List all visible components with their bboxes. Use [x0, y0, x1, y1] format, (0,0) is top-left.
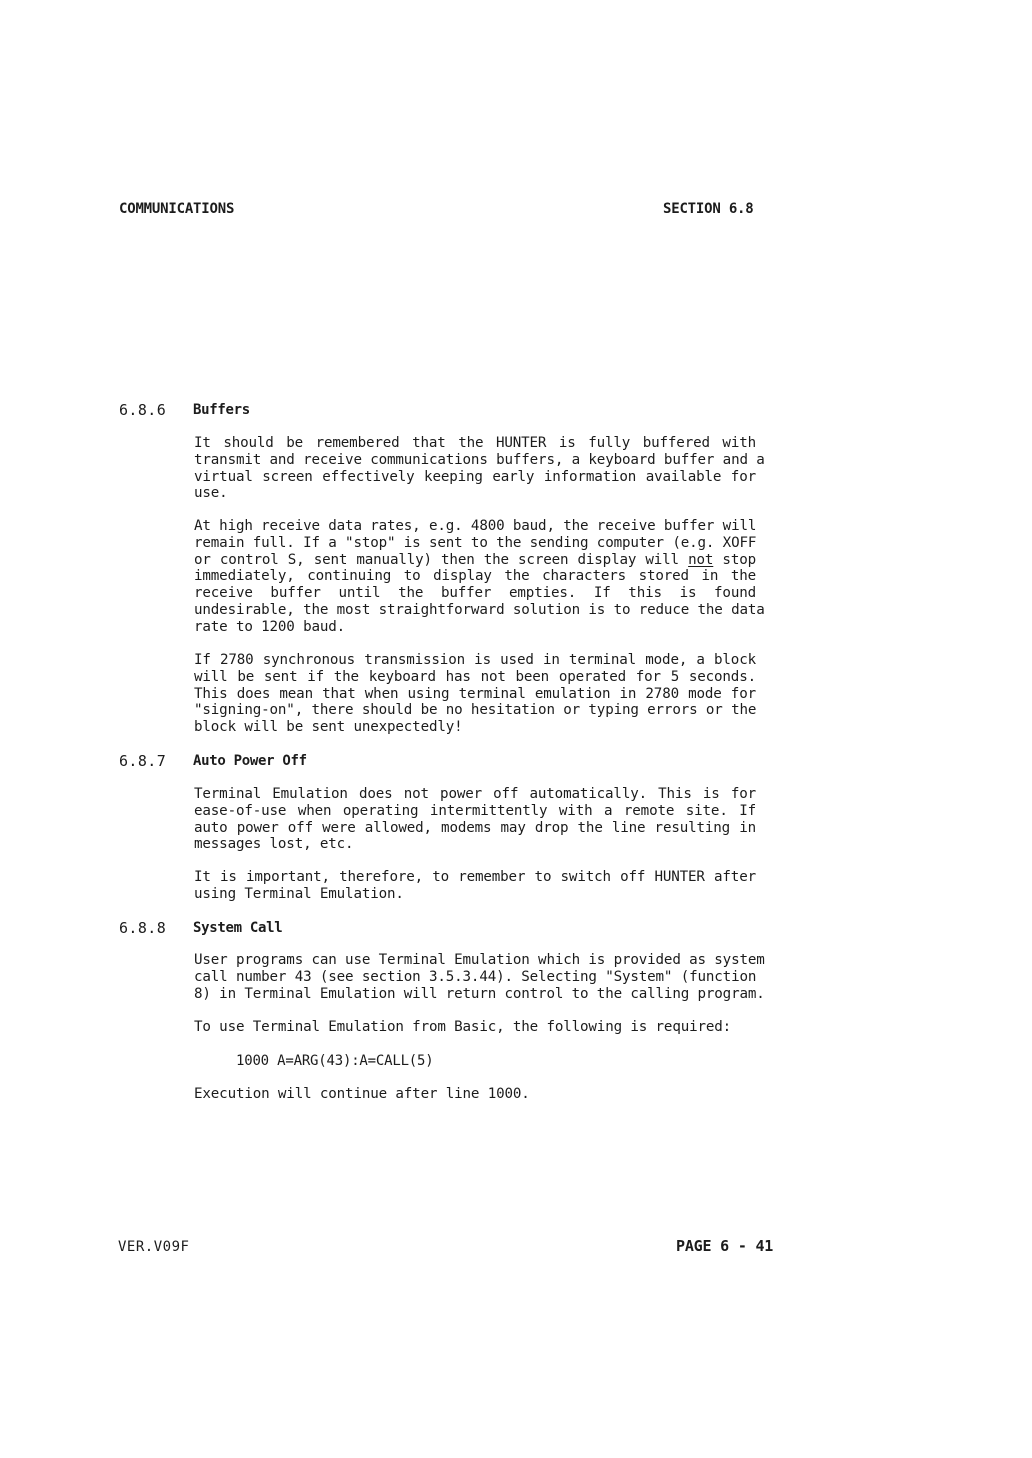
text-line: This does mean that when using terminal emulation in 2780 mode for: [194, 685, 756, 702]
text-line: [194, 552, 756, 569]
text-line: rate to 1200 baud.: [194, 618, 346, 635]
paragraph: [194, 435, 765, 502]
paragraph: [194, 869, 756, 903]
text-line: Execution will continue after line 1000.: [194, 1086, 530, 1102]
paragraph: [194, 952, 765, 1002]
text-line: transmit and receive communications buffers, a keyboard buffer and a: [194, 451, 765, 468]
text-line: To use Terminal Emulation from Basic, the following is required:: [194, 1019, 732, 1035]
paragraph: [194, 786, 756, 853]
paragraph: [194, 652, 756, 736]
section-number: 6.8.7: [119, 752, 167, 770]
text-line: call number 43 (see section 3.5.3.44). Selecting "System" (function: [194, 968, 757, 985]
text-line: 8) in Terminal Emulation will return control to the calling program.: [194, 985, 765, 1002]
running-header-title: COMMUNICATIONS: [119, 201, 235, 217]
text-line: virtual screen effectively keeping early information available for: [194, 468, 756, 485]
paragraph: [194, 1086, 756, 1103]
text-line: User programs can use Terminal Emulation which is provided as system: [194, 952, 765, 968]
text-line: undesirable, the most straightforward solution is to reduce the data: [194, 601, 765, 618]
text-line: It should be remembered that the HUNTER is fully buffered with: [194, 435, 756, 451]
text-line: remain full. If a "stop" is sent to the sending computer (e.g. XOFF: [194, 534, 757, 551]
text-line: immediately, continuing to display the characters stored in the: [194, 568, 756, 585]
paragraph: [194, 518, 765, 636]
section-title: System Call: [193, 920, 283, 936]
section-title: Auto Power Off: [193, 753, 307, 769]
text-line: If 2780 synchronous transmission is used in terminal mode, a block: [194, 652, 756, 668]
running-header-section: SECTION 6.8: [663, 201, 754, 217]
text-line: messages lost, etc.: [194, 836, 354, 853]
text-line: "signing-on", there should be no hesitation or typing errors or the: [194, 702, 757, 719]
text-line: will be sent if the keyboard has not been operated for 5 seconds.: [194, 668, 756, 685]
emphasis-underline: not: [688, 551, 714, 568]
section-number: 6.8.6: [119, 401, 167, 419]
text-line: auto power off were allowed, modems may drop the line resulting in: [194, 819, 756, 836]
text-line: block will be sent unexpectedly!: [194, 719, 463, 736]
section-number: 6.8.8: [119, 919, 167, 937]
code-line: 1000 A=ARG(43):A=CALL(5): [236, 1053, 434, 1069]
text-line: It is important, therefore, to remember to switch off HUNTER after: [194, 869, 756, 885]
text-fragment: stop: [722, 551, 756, 568]
text-line: At high receive data rates, e.g. 4800 baud, the receive buffer will: [194, 518, 757, 534]
text-line: ease-of-use when operating intermittently with a remote site. If: [194, 802, 756, 819]
text-line: Terminal Emulation does not power off automatically. This is for: [194, 786, 756, 802]
footer-page-number: PAGE 6 - 41: [676, 1237, 774, 1255]
text-line: use.: [194, 485, 228, 502]
section-title: Buffers: [193, 402, 250, 418]
paragraph: [194, 1019, 756, 1036]
text-line: using Terminal Emulation.: [194, 885, 404, 902]
footer-version: VER.V09F: [118, 1239, 190, 1255]
text-fragment: or control S, sent manually) then the screen display will: [194, 551, 679, 568]
text-line: receive buffer until the buffer empties. If this is found: [194, 585, 756, 602]
